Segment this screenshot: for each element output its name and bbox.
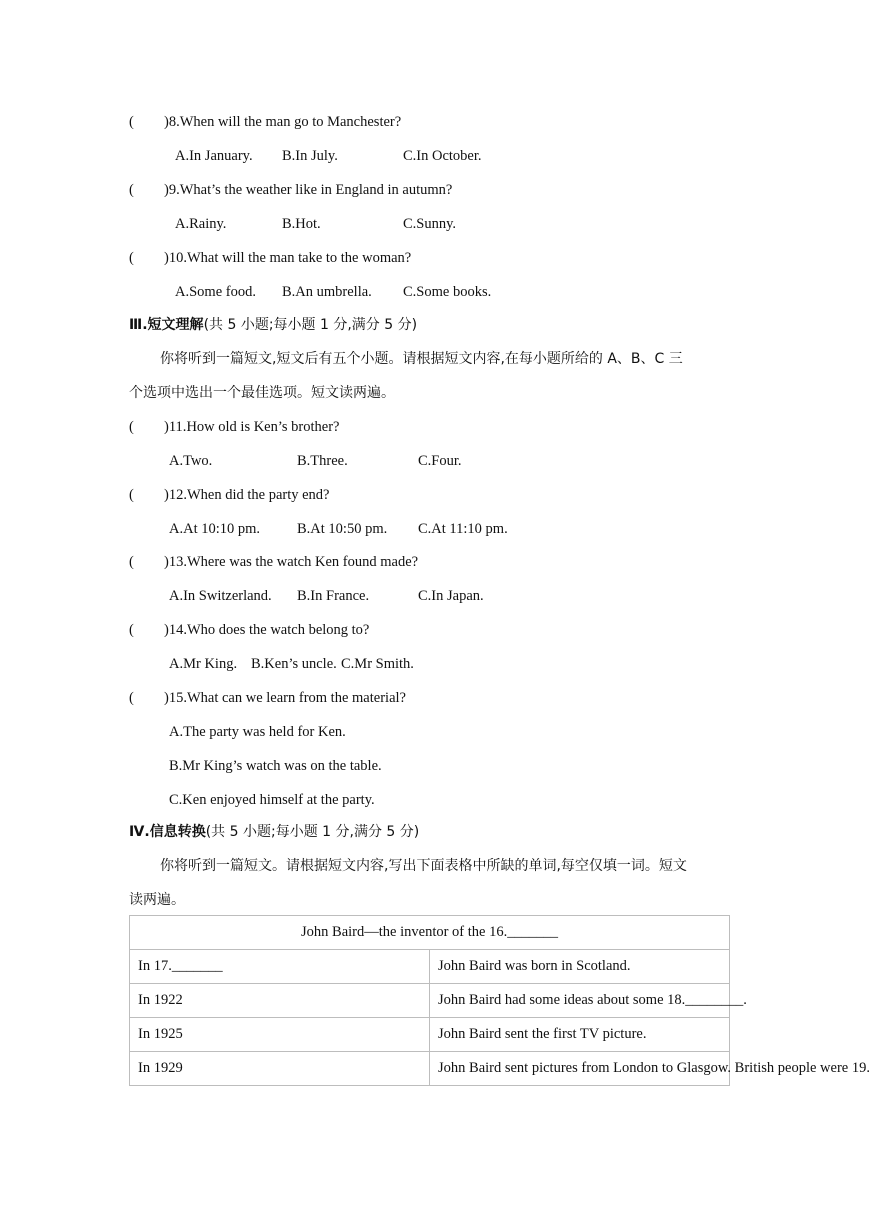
option-c: C.Mr Smith. [341,656,414,672]
option-c: C.At 11:10 pm. [418,521,508,537]
option-a: A.Rainy. [175,216,227,232]
option-b: B.In July. [282,148,338,164]
table-cell-what: John Baird had some ideas about some 18.________. [430,984,730,1018]
option-a: A.In Switzerland. [169,588,272,604]
answer-paren-open[interactable]: ( [129,182,134,198]
table-title: John Baird—the inventor of the 16._______ [130,916,730,950]
section-title: Ⅳ.信息转换 [129,824,206,840]
section-4-instruction-line-2: 读两遍。 [129,892,185,908]
option-c: C.In October. [403,148,482,164]
table-title-row [130,916,730,950]
table-row [130,1018,730,1052]
answer-paren-open[interactable]: ( [129,114,134,130]
section-3-instruction-line-2: 个选项中选出一个最佳选项。短文读两遍。 [129,385,395,401]
option-b: B.In France. [297,588,370,604]
option-a: A.In January. [175,148,253,164]
answer-paren-open[interactable]: ( [129,487,134,503]
section-3-instruction-line-1: 你将听到一篇短文,短文后有五个小题。请根据短文内容,在每小题所给的 A、B、C 三 [160,351,683,367]
answer-paren-open[interactable]: ( [129,419,134,435]
answer-paren-open[interactable]: ( [129,554,134,570]
table-cell-what: John Baird was born in Scotland. [430,950,730,984]
answer-paren-open[interactable]: ( [129,250,134,266]
answer-paren-open[interactable]: ( [129,690,134,706]
question-stem: )15.What can we learn from the material? [164,690,406,706]
option-b: B.Three. [297,453,348,469]
section-note: (共 5 小题;每小题 1 分,满分 5 分) [205,824,420,840]
option-a: A.Mr King. [169,656,238,672]
option-a: A.At 10:10 pm. [169,521,261,537]
table-cell-what: John Baird sent the first TV picture. [430,1018,730,1052]
option-a: A.Two. [169,453,213,469]
option-b: B.At 10:50 pm. [297,521,388,537]
option-c: C.Four. [418,453,462,469]
question-stem: )11.How old is Ken’s brother? [164,419,340,435]
answer-paren-open[interactable]: ( [129,622,134,638]
info-table [129,915,870,1086]
question-stem: )13.Where was the watch Ken found made? [164,554,419,570]
section-title: Ⅲ.短文理解 [129,317,204,333]
section-4-instruction-line-1: 你将听到一篇短文。请根据短文内容,写出下面表格中所缺的单词,每空仅填一词。短文 [160,858,687,874]
table-cell-when: In 1922 [130,984,430,1018]
table-cell-when: In 17._______ [130,950,430,984]
question-stem: )12.When did the party end? [164,487,330,503]
option-c: C.Sunny. [403,216,457,232]
option-c: C.Ken enjoyed himself at the party. [169,792,375,808]
table-cell-when: In 1925 [130,1018,430,1052]
option-b: B.An umbrella. [282,284,372,300]
table-row [130,984,730,1018]
option-c: C.Some books. [403,284,492,300]
option-b: B.Ken’s uncle. [251,656,337,672]
option-b: B.Hot. [282,216,321,232]
table-row [130,1052,730,1086]
option-a: A.The party was held for Ken. [169,724,346,740]
table-cell-when: In 1929 [130,1052,430,1086]
section-4-heading [129,823,419,841]
section-3-heading [129,316,417,334]
option-c: C.In Japan. [418,588,484,604]
question-stem: )14.Who does the watch belong to? [164,622,370,638]
question-stem: )9.What’s the weather like in England in autumn? [164,182,453,198]
table-cell-what: John Baird sent pictures from London to Glasgow. British people were 19. [430,1052,730,1086]
option-a: A.Some food. [175,284,256,300]
section-note: (共 5 小题;每小题 1 分,满分 5 分) [203,317,418,333]
option-b: B.Mr King’s watch was on the table. [169,758,382,774]
question-stem: )10.What will the man take to the woman? [164,250,412,266]
question-stem: )8.When will the man go to Manchester? [164,114,402,130]
table-row [130,950,730,984]
